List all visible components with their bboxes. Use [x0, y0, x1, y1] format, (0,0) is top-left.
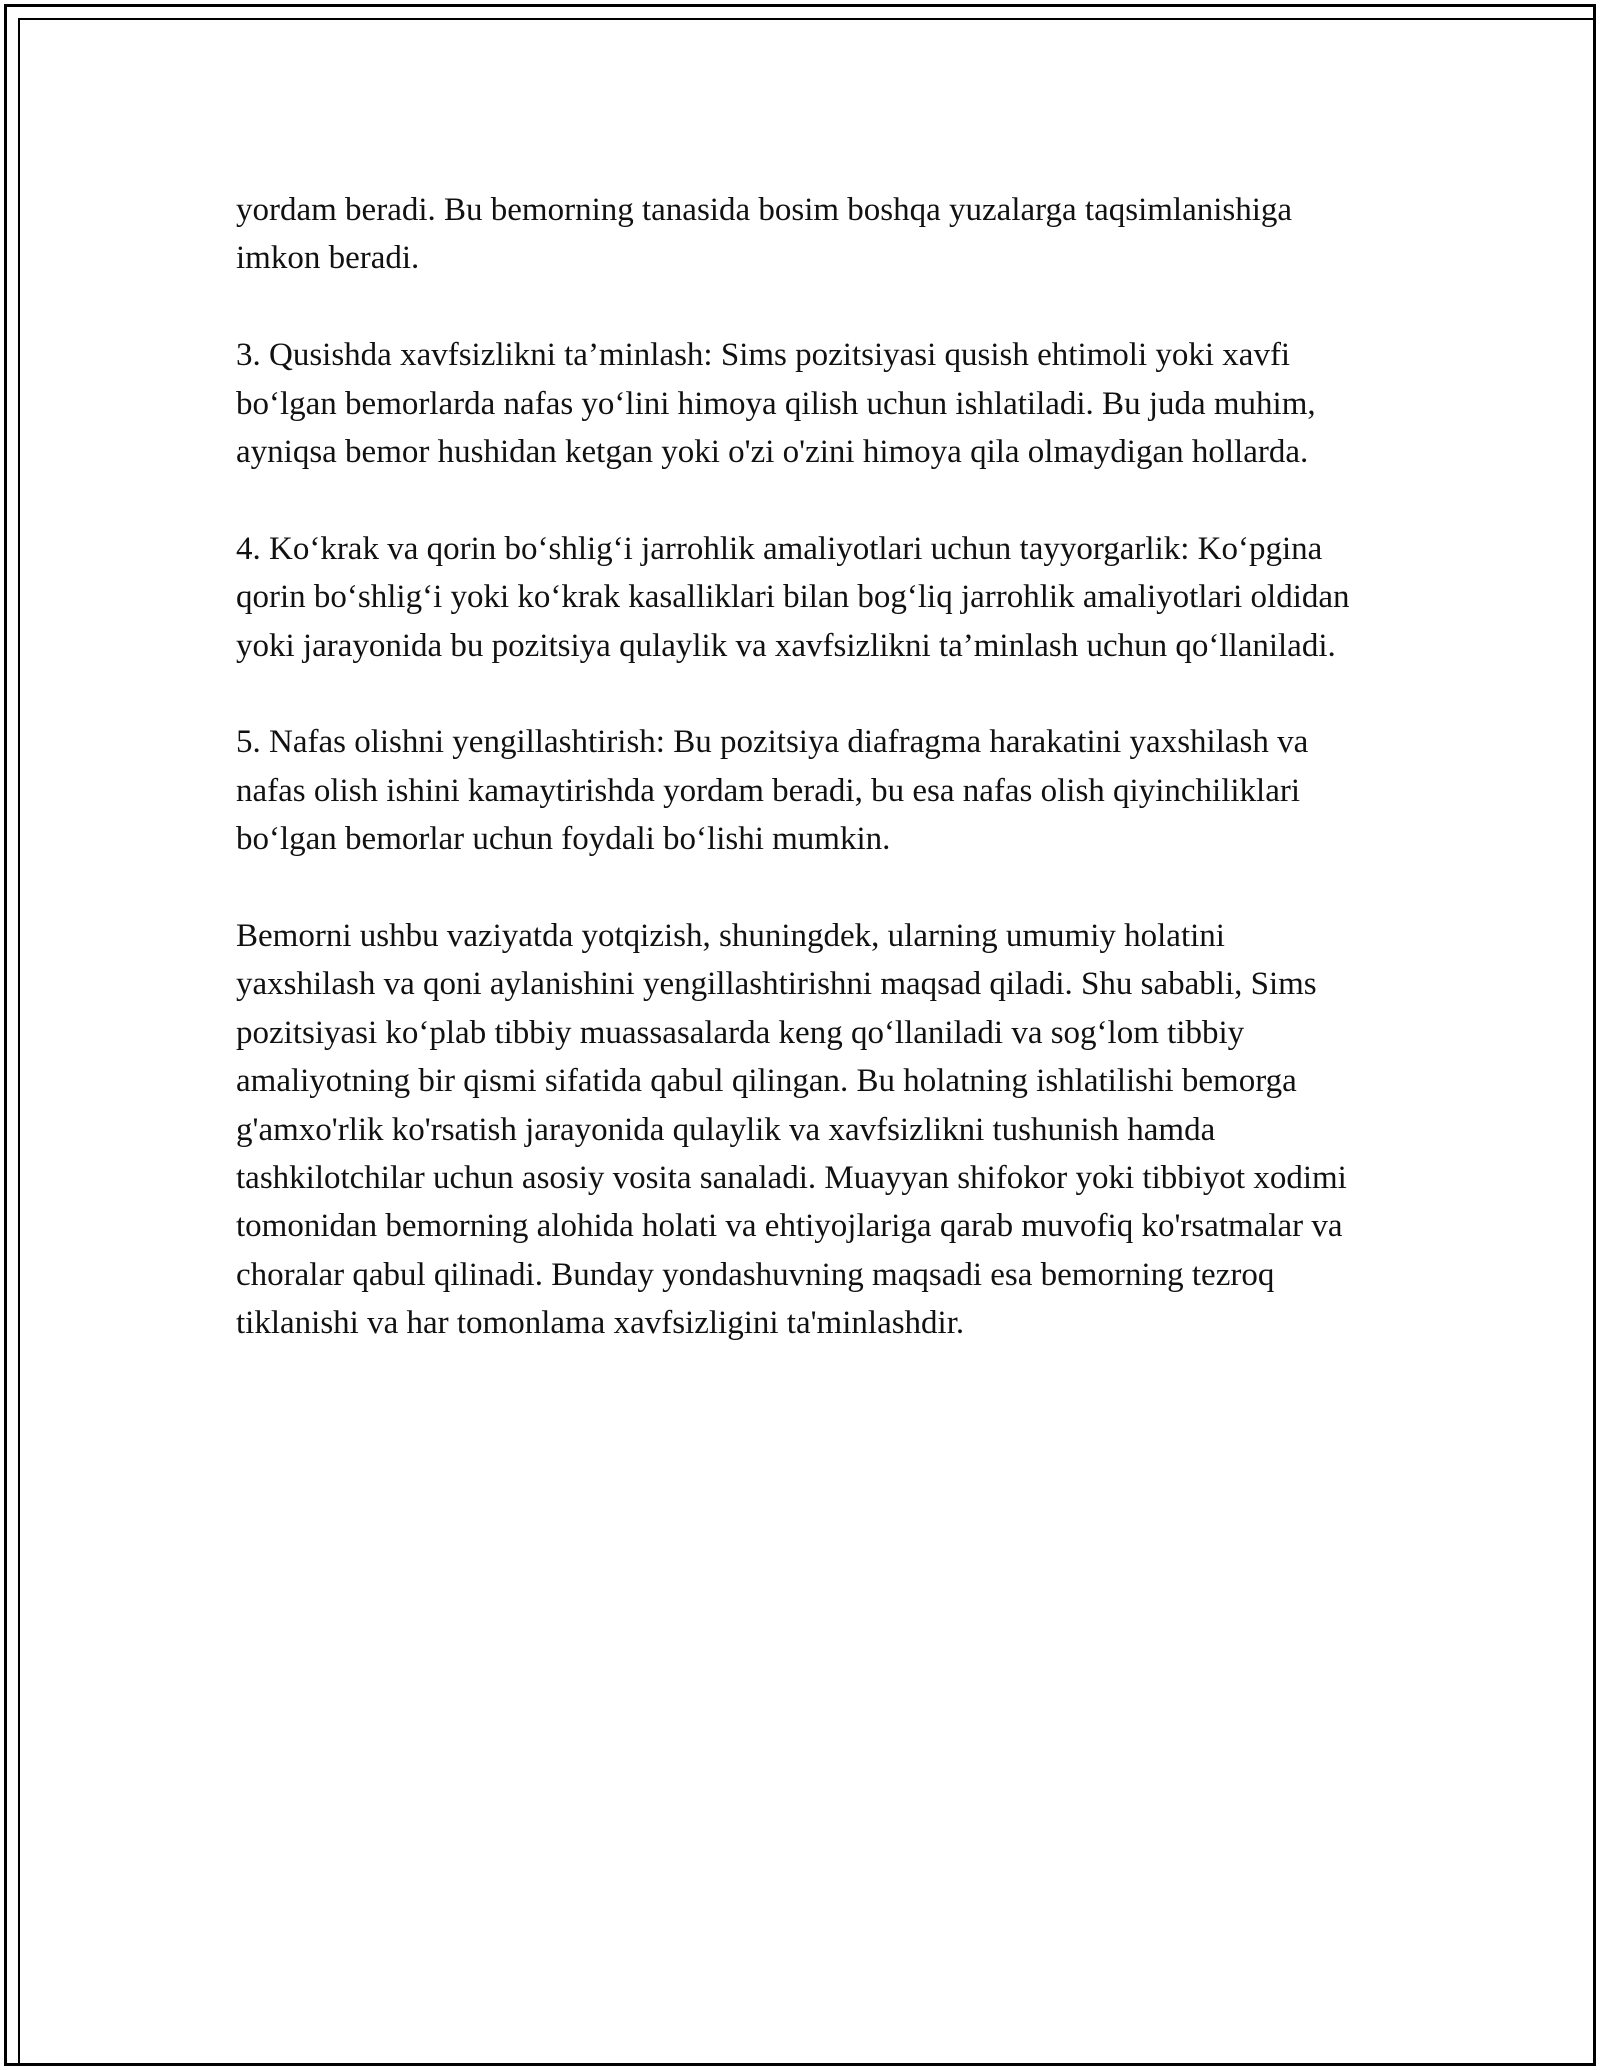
- paragraph-item-3: 3. Qusishda xavfsizlikni ta’minlash: Sims pozitsiyasi qusish ehtimoli yoki xavfi bo‘lgan bemorlarda nafas yo‘lini himoya qilish uchun ishlatiladi. Bu juda muhim, ayniqsa bemor hushidan ketgan yoki o'zi o'zini himoya qila olmaydigan hollarda.: [236, 337, 1316, 471]
- paragraph-conclusion: Bemorni ushbu vaziyatda yotqizish, shuningdek, ularning umumiy holatini yaxshilash va qoni aylanishini yengillashtirishni maqsad qiladi. Shu sababli, Sims pozitsiyasi ko‘plab tibbiy muassasalarda keng qo‘llaniladi va sog‘lom tibbiy amaliyotning bir qismi sifatida qabul qilingan. Bu holatning ishlatilishi bemorga g'amxo'rlik ko'rsatish jarayonida qulaylik va xavfsizlikni tushunish hamda tashkilotchilar uchun asosiy vosita sanaladi. Muayyan shifokor yoki tibbiyot xodimi tomonidan bemorning alohida holati va ehtiyojlariga qarab muvofiq ko'rsatmalar va choralar qabul qilinadi. Bunday yondashuvning maqsadi esa bemorning tezroq tiklanishi va har tomonlama xavfsizligini ta'minlashdir.: [236, 918, 1347, 1342]
- document-body: [236, 186, 1371, 1348]
- paragraph-item-5: 5. Nafas olishni yengillashtirish: Bu pozitsiya diafragma harakatini yaxshilash va nafas olish ishini kamaytirishda yordam beradi, bu esa nafas olish qiyinchiliklari bo‘lgan bemorlar uchun foydali bo‘lishi mumkin.: [236, 724, 1309, 858]
- paragraph-continuation: yordam beradi. Bu bemorning tanasida bosim boshqa yuzalarga taqsimlanishiga imkon beradi.: [236, 192, 1293, 277]
- paragraph-item-4: 4. Ko‘krak va qorin bo‘shlig‘i jarrohlik amaliyotlari uchun tayyorgarlik: Ko‘pgina qorin bo‘shlig‘i yoki ko‘krak kasalliklari bilan bog‘liq jarrohlik amaliyotlari oldidan yoki jarayonida bu pozitsiya qulaylik va xavfsizlikni ta’minlash uchun qo‘llaniladi.: [236, 530, 1350, 664]
